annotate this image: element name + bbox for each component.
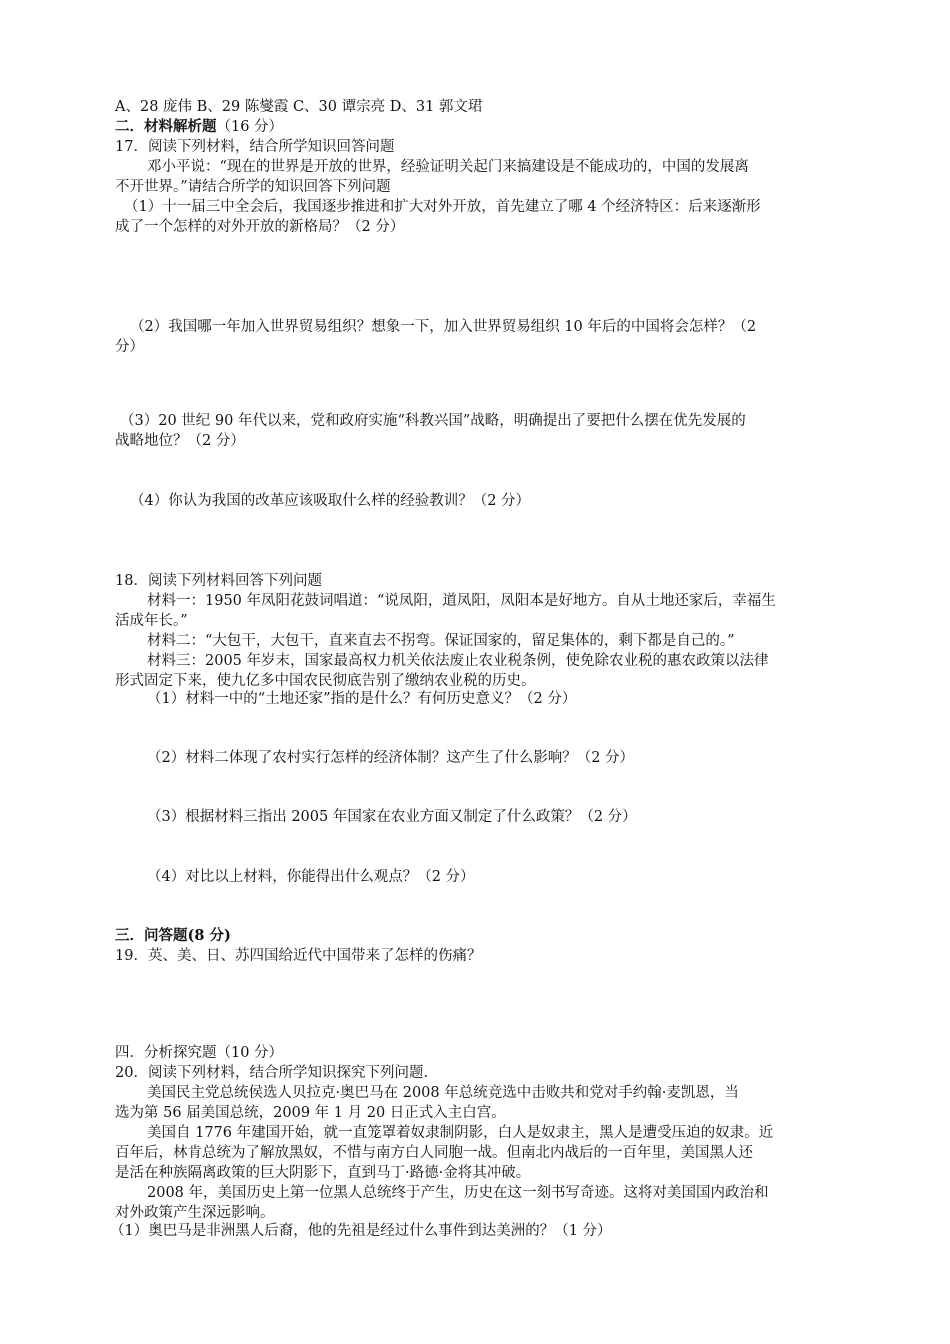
section-2-title: 二．材料解析题 <box>115 118 217 135</box>
q20-stem: 20．阅读下列材料，结合所学知识探究下列问题. <box>115 1065 429 1081</box>
section-3-title: 三．问答题(8 分) <box>115 927 231 944</box>
q20-material-2-line-3: 是活在种族隔离政策的巨大阴影下，直到马丁·路德·金将其冲破。 <box>115 1165 531 1181</box>
q18-part-1: （1）材料一中的“土地还家”指的是什么？有何历史意义？（2 分） <box>147 691 577 707</box>
q17-part-4: （4）你认为我国的改革应该吸取什么样的经验教训？（2 分） <box>130 493 531 509</box>
q20-material-3-line-2: 对外政策产生深远影响。 <box>115 1205 275 1221</box>
q17-material-line-1: 邓小平说：“现在的世界是开放的世界，经验证明关起门来搞建设是不能成功的，中国的发展离 <box>147 159 749 175</box>
q17-part-3-line-1: （3）20 世纪 90 年代以来，党和政府实施“科教兴国”战略，明确提出了要把什么摆在优先发展的 <box>120 413 746 429</box>
q18-part-3: （3）根据材料三指出 2005 年国家在农业方面又制定了什么政策？（2 分） <box>147 809 637 825</box>
q20-part-1: （1）奥巴马是非洲黑人后裔，他的先祖是经过什么事件到达美洲的？（1 分） <box>110 1223 612 1239</box>
q20-material-3-line-1: 2008 年，美国历史上第一位黑人总统终于产生，历史在这一刻书写奇迹。这将对美国国内政治和 <box>147 1185 769 1201</box>
q17-material-line-2: 不开世界。”请结合所学的知识回答下列问题 <box>115 179 391 195</box>
q17-part-1-line-2: 成了一个怎样的对外开放的新格局？（2 分） <box>115 219 405 235</box>
section-4-title: 四．分析探究题（10 分） <box>115 1045 284 1061</box>
q17-part-2-line-2: 分） <box>115 339 144 355</box>
q19-question: 19．英、美、日、苏四国给近代中国带来了怎样的伤痛？ <box>115 948 482 964</box>
q17-part-1-line-1: （1）十一届三中全会后，我国逐步推进和扩大对外开放，首先建立了哪 4 个经济特区：后来逐渐形 <box>124 199 761 215</box>
q17-part-2-line-1: （2）我国哪一年加入世界贸易组织？想象一下，加入世界贸易组织 10 年后的中国将会怎样？（2 <box>130 319 757 335</box>
q16-options: A、28 庞伟 B、29 陈燮霞 C、30 谭宗亮 D、31 郭文珺 <box>115 99 483 115</box>
q17-stem: 17．阅读下列材料，结合所学知识回答问题 <box>115 139 395 155</box>
q20-material-2-line-2: 百年后，林肯总统为了解放黑奴，不惜与南方白人同胞一战。但南北内战后的一百年里，美国黑人还 <box>115 1145 753 1161</box>
q18-part-2: （2）材料二体现了农村实行怎样的经济体制？这产生了什么影响？（2 分） <box>147 750 635 766</box>
q17-part-3-line-2: 战略地位？（2 分） <box>115 433 245 449</box>
q18-material-2: 材料二：“大包干，大包干，直来直去不拐弯。保证国家的，留足集体的，剩下都是自己的。” <box>147 633 735 649</box>
q18-stem: 18．阅读下列材料回答下列问题 <box>115 573 322 589</box>
q18-material-1-line-2: 活成年长。” <box>115 613 188 629</box>
q18-material-3-line-1: 材料三：2005 年岁末，国家最高权力机关依法废止农业税条例，使免除农业税的惠农政策以法律 <box>147 653 769 669</box>
q20-material-1-line-2: 选为第 56 届美国总统，2009 年 1 月 20 日正式入主白宫。 <box>115 1105 506 1121</box>
q18-material-1-line-1: 材料一：1950 年凤阳花鼓词唱道：“说凤阳，道凤阳，凤阳本是好地方。自从土地还家后，幸福生 <box>147 593 776 609</box>
q20-material-2-line-1: 美国自 1776 年建国开始，就一直笼罩着奴隶制阴影，白人是奴隶主，黑人是遭受压迫的奴隶。近 <box>147 1125 774 1141</box>
q20-material-1-line-1: 美国民主党总统侯选人贝拉克·奥巴马在 2008 年总统竞选中击败共和党对手约翰·麦凯恩，当 <box>147 1085 739 1101</box>
section-2-score: （16 分） <box>216 119 284 135</box>
section-2-heading <box>115 117 283 137</box>
q18-part-4: （4）对比以上材料，你能得出什么观点？（2 分） <box>147 869 475 885</box>
q18-material-3-line-2: 形式固定下来，使九亿多中国农民彻底告别了缴纳农业税的历史。 <box>115 673 536 689</box>
